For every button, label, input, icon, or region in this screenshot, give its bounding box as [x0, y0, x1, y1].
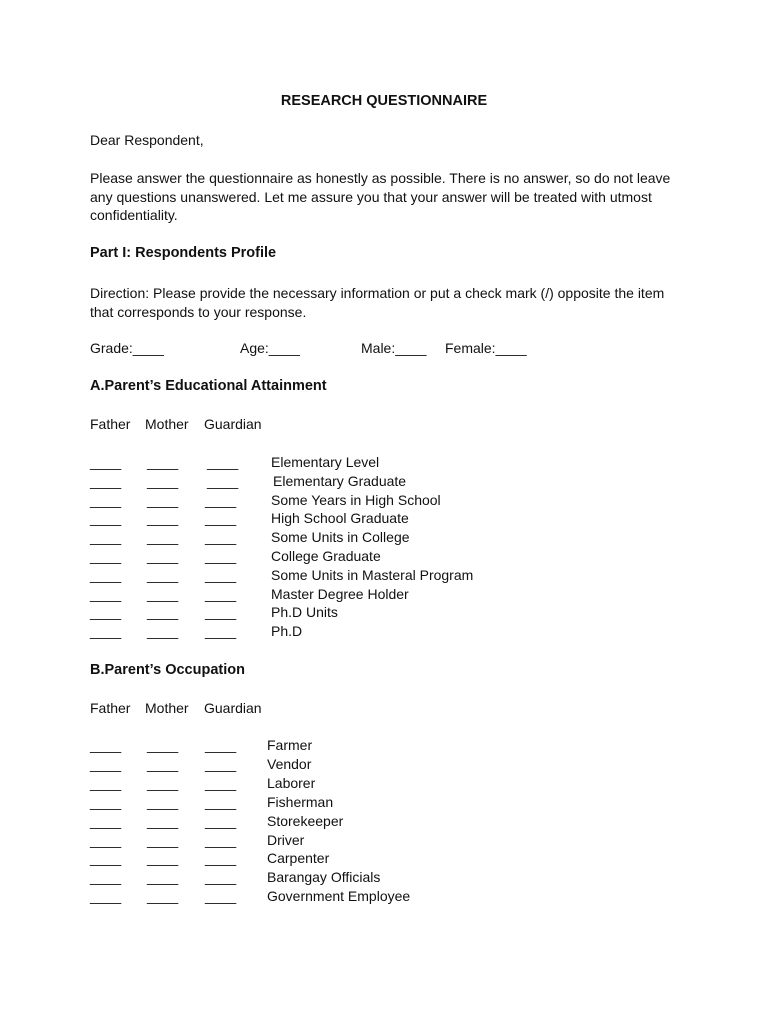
blank-father[interactable]: ____ — [90, 585, 122, 602]
blank-mother[interactable]: ____ — [147, 812, 179, 829]
blank-father[interactable]: ____ — [90, 548, 122, 564]
blank-mother[interactable]: ____ — [147, 737, 179, 753]
list-item — [0, 586, 768, 604]
item-label: High School Graduate — [271, 510, 409, 527]
list-item — [0, 775, 768, 793]
blank-father[interactable]: ____ — [90, 472, 122, 489]
blank-mother[interactable]: ____ — [147, 623, 179, 640]
list-item — [0, 813, 768, 831]
blank-father[interactable]: ____ — [90, 566, 122, 583]
blank-guardian[interactable]: ____ — [205, 585, 237, 602]
blank-mother[interactable]: ____ — [147, 566, 179, 583]
blank-guardian[interactable]: ____ — [207, 472, 239, 489]
blank-mother[interactable]: ____ — [147, 869, 179, 886]
blank-mother[interactable]: ____ — [147, 850, 179, 867]
blank-guardian[interactable]: ____ — [205, 850, 237, 867]
blank-guardian[interactable]: ____ — [205, 737, 237, 753]
blank-guardian[interactable]: ____ — [205, 869, 237, 886]
blank-guardian[interactable]: ____ — [207, 454, 239, 470]
blank-mother[interactable]: ____ — [147, 755, 179, 772]
blank-guardian[interactable]: ____ — [205, 491, 237, 508]
blank-father[interactable]: ____ — [90, 529, 122, 546]
blank-mother[interactable]: ____ — [147, 510, 179, 527]
item-label: Some Units in Masteral Program — [271, 566, 474, 583]
blank-mother[interactable]: ____ — [147, 888, 179, 905]
item-label: Barangay Officials — [267, 869, 381, 886]
blank-father[interactable]: ____ — [90, 454, 122, 470]
blank-mother[interactable]: ____ — [147, 585, 179, 602]
section-a-heading: A.Parent’s Educational Attainment — [90, 378, 327, 394]
salutation: Dear Respondent, — [90, 132, 204, 148]
list-item — [0, 888, 768, 906]
blank-father[interactable]: ____ — [90, 604, 122, 621]
list-item — [0, 604, 768, 622]
blank-guardian[interactable]: ____ — [205, 793, 237, 810]
female-field[interactable]: Female:____ — [445, 340, 527, 356]
section-b-col-guardian: Guardian — [204, 700, 262, 716]
item-label: Ph.D Units — [271, 604, 338, 621]
blank-mother[interactable]: ____ — [147, 774, 179, 791]
blank-father[interactable]: ____ — [90, 737, 122, 753]
item-label: Some Units in College — [271, 529, 410, 546]
blank-guardian[interactable]: ____ — [205, 755, 237, 772]
intro-paragraph: Please answer the questionnaire as honestly as possible. There is no answer, so do not leave any questions unanswered. Let me assure you that your answer will be treated with utmost confidentiality. — [90, 170, 671, 223]
blank-father[interactable]: ____ — [90, 510, 122, 527]
item-label: Storekeeper — [267, 812, 344, 829]
part1-direction: Direction: Please provide the necessary information or put a check mark (/) opposite the item that corresponds to your response. — [90, 285, 665, 320]
blank-mother[interactable]: ____ — [147, 548, 179, 564]
blank-mother[interactable]: ____ — [147, 831, 179, 848]
item-label: Ph.D — [271, 623, 303, 640]
list-item — [0, 454, 768, 472]
blank-mother[interactable]: ____ — [147, 604, 179, 621]
section-a-col-father: Father — [90, 416, 131, 432]
blank-father[interactable]: ____ — [90, 869, 122, 886]
item-label: Vendor — [267, 755, 312, 772]
blank-mother[interactable]: ____ — [147, 793, 179, 810]
blank-guardian[interactable]: ____ — [205, 831, 237, 848]
section-b-col-mother: Mother — [145, 700, 189, 716]
item-label: Farmer — [267, 737, 313, 753]
list-item — [0, 567, 768, 585]
blank-guardian[interactable]: ____ — [205, 510, 237, 527]
item-label: Laborer — [267, 774, 316, 791]
male-field[interactable]: Male:____ — [361, 340, 427, 356]
item-label: Fisherman — [267, 793, 334, 810]
blank-mother[interactable]: ____ — [147, 454, 179, 470]
blank-guardian[interactable]: ____ — [205, 623, 237, 640]
list-item — [0, 756, 768, 774]
item-label: Elementary Level — [271, 454, 380, 470]
item-label: Government Employee — [267, 888, 411, 905]
list-item — [0, 794, 768, 812]
list-item — [0, 529, 768, 547]
item-label: Master Degree Holder — [271, 585, 409, 602]
list-item — [0, 737, 768, 755]
list-item — [0, 510, 768, 528]
list-item — [0, 850, 768, 868]
list-item — [0, 832, 768, 850]
blank-mother[interactable]: ____ — [147, 529, 179, 546]
list-item — [0, 473, 768, 491]
section-a-col-mother: Mother — [145, 416, 189, 432]
blank-guardian[interactable]: ____ — [205, 774, 237, 791]
age-field[interactable]: Age:____ — [240, 340, 300, 356]
blank-father[interactable]: ____ — [90, 850, 122, 867]
section-b-heading: B.Parent’s Occupation — [90, 662, 245, 678]
document-title: RESEARCH QUESTIONNAIRE — [280, 93, 488, 109]
blank-father[interactable]: ____ — [90, 812, 122, 829]
item-label: Elementary Graduate — [273, 472, 407, 489]
blank-father[interactable]: ____ — [90, 793, 122, 810]
grade-field[interactable]: Grade:____ — [90, 340, 164, 356]
list-item — [0, 492, 768, 510]
blank-father[interactable]: ____ — [90, 623, 122, 640]
blank-guardian[interactable]: ____ — [205, 529, 237, 546]
blank-father[interactable]: ____ — [90, 831, 122, 848]
blank-guardian[interactable]: ____ — [205, 566, 237, 583]
item-label: Carpenter — [267, 850, 330, 867]
blank-father[interactable]: ____ — [90, 491, 122, 508]
list-item — [0, 548, 768, 566]
blank-father[interactable]: ____ — [90, 755, 122, 772]
item-label: Driver — [267, 831, 305, 848]
part1-heading: Part I: Respondents Profile — [90, 245, 277, 261]
blank-mother[interactable]: ____ — [147, 472, 179, 489]
blank-father[interactable]: ____ — [90, 774, 122, 791]
list-item — [0, 869, 768, 887]
blank-mother[interactable]: ____ — [147, 491, 179, 508]
section-b-col-father: Father — [90, 700, 131, 716]
list-item — [0, 623, 768, 641]
section-a-col-guardian: Guardian — [204, 416, 262, 432]
blank-guardian[interactable]: ____ — [205, 548, 237, 564]
blank-father[interactable]: ____ — [90, 888, 122, 905]
item-label: College Graduate — [271, 548, 381, 564]
item-label: Some Years in High School — [271, 491, 441, 508]
blank-guardian[interactable]: ____ — [205, 888, 237, 905]
blank-guardian[interactable]: ____ — [205, 812, 237, 829]
blank-guardian[interactable]: ____ — [205, 604, 237, 621]
